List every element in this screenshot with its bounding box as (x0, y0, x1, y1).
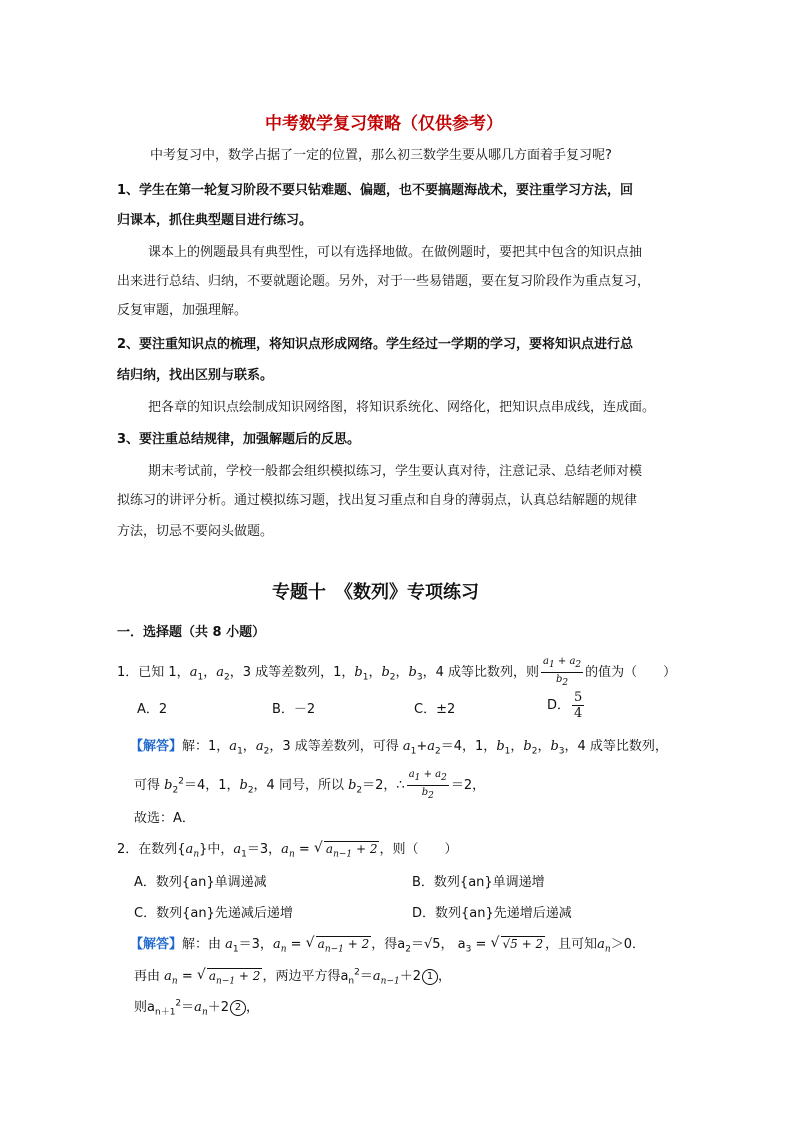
tip-1-text-line-1: 课本上的例题最具有典型性，可以有选择地做。在做例题时，要把其中包含的知识点抽 (148, 245, 643, 260)
q2-answer-line-2: 再由 $a_n$ = √ $a_{n-1} + 2$ ，两边平方得$a_n^2=a_{n-1}+2$ 1 ， (134, 965, 451, 987)
tip-3-heading-line-1: 3、要注重总结规律，加强解题后的反思。 (117, 432, 361, 447)
q1-answer-line-2: 可得 $b_2^2=4$，1，$b_2$，4 同号，所以 $b_2=2$，∴ $\frac{a_1 + a_2}{b_2}$ ＝2， (134, 769, 486, 801)
q1-answer-line-3: 故选：A． (134, 811, 195, 826)
q1-answer-tag: 【解答】 (130, 739, 183, 754)
tip-1-heading-line-2: 归课本，抓住典型题目进行练习。 (117, 213, 313, 228)
tip-1-heading-line-1: 1、学生在第一轮复习阶段不要只钻难题、偏题，也不要搞题海战术，要注重学习方法，回 (117, 183, 634, 198)
tip-3-text-line-2: 拟练习的讲评分析。通过模拟练习题，找出复习重点和自身的薄弱点，认真总结解题的规律 (117, 493, 638, 508)
page-title: 中考数学复习策略（仅供参考） (265, 114, 503, 134)
part-title: 一．选择题（共 8 小题） (117, 625, 266, 640)
q1-option-d[interactable]: D． $\frac{5}{4}$ (547, 690, 583, 721)
tip-2-heading-line-1: 2、要注重知识点的梳理，将知识点形成网络。学生经过一学期的学习，要将知识点进行总 (117, 337, 634, 352)
q1-answer-line-1: 【解答】解：1，$a_1$，$a_2$，3 成等差数列，可得 $a_1+a_2=4$，1，$b_1$，$b_2$，$b_3$，4 成等比数列， (130, 739, 668, 757)
q2-option-d[interactable]: D．数列{an}先递增后递减 (412, 906, 572, 921)
q1-fraction: $\frac{a_1 + a_2}{b_2}$ (543, 656, 582, 688)
tip-1-text-line-2: 出来进行总结、归纳，不要就题论题。另外，对于一些易错题，要在复习阶段作为重点复习， (117, 274, 651, 289)
q2-option-a[interactable]: A．数列{an}单调递减 (134, 875, 267, 890)
q2-answer-line-3: 则$a_{n+1}^2=a_n+2$ 2 ， (134, 998, 260, 1018)
q1-option-b[interactable]: B．－2 (272, 702, 316, 717)
section-title: 专题十 《数列》专项练习 (272, 582, 479, 603)
q2-answer-tag: 【解答】 (130, 937, 183, 952)
tip-3-text-line-1: 期末考试前，学校一般都会组织模拟练习，学生要认真对待，注意记录、总结老师对模 (148, 464, 643, 479)
tip-2-text-line-1: 把各章的知识点绘制成知识网络图，将知识系统化、网络化，把知识点串成线，连成面。 (148, 400, 656, 415)
q1-option-c[interactable]: C．±2 (414, 702, 456, 717)
intro-text: 中考复习中，数学占据了一定的位置，那么初三数学生要从哪几方面着手复习呢? (150, 148, 612, 163)
q2-stem: 2．在数列$\{a_n\}$中，$a_1=3$，$a_n$ = √ $a_{n-1} + 2$ ，则（ ） (117, 838, 457, 860)
tip-2-heading-line-2: 结归纳，找出区别与联系。 (117, 368, 274, 383)
q2-option-c[interactable]: C．数列{an}先递减后递增 (134, 906, 293, 921)
q1-stem: 1．已知 1，$a_1$，$a_2$，3 成等差数列，1，$b_1$，$b_2$，$b_3$，4 成等比数列，则 $\frac{a_1 + a_2}{b_2}$ 的值为（ ） (117, 656, 677, 688)
q2-option-b[interactable]: B．数列{an}单调递增 (412, 875, 545, 890)
q2-answer-line-1: 【解答】解：由 $a_1=3$，$a_n$ = √ $a_{n-1} + 2$ ，得$a_2=√5$， $a_3$ = √ √5 + 2 ，且可知$a_n>0$． (130, 933, 645, 955)
tip-1-text-line-3: 反复审题，加强理解。 (117, 303, 248, 318)
circled-number-2: 2 (230, 1000, 246, 1016)
tip-3-text-line-3: 方法，切忌不要闷头做题。 (117, 524, 274, 539)
q1-option-a[interactable]: A．2 (137, 702, 168, 717)
circled-number-1: 1 (422, 969, 438, 985)
